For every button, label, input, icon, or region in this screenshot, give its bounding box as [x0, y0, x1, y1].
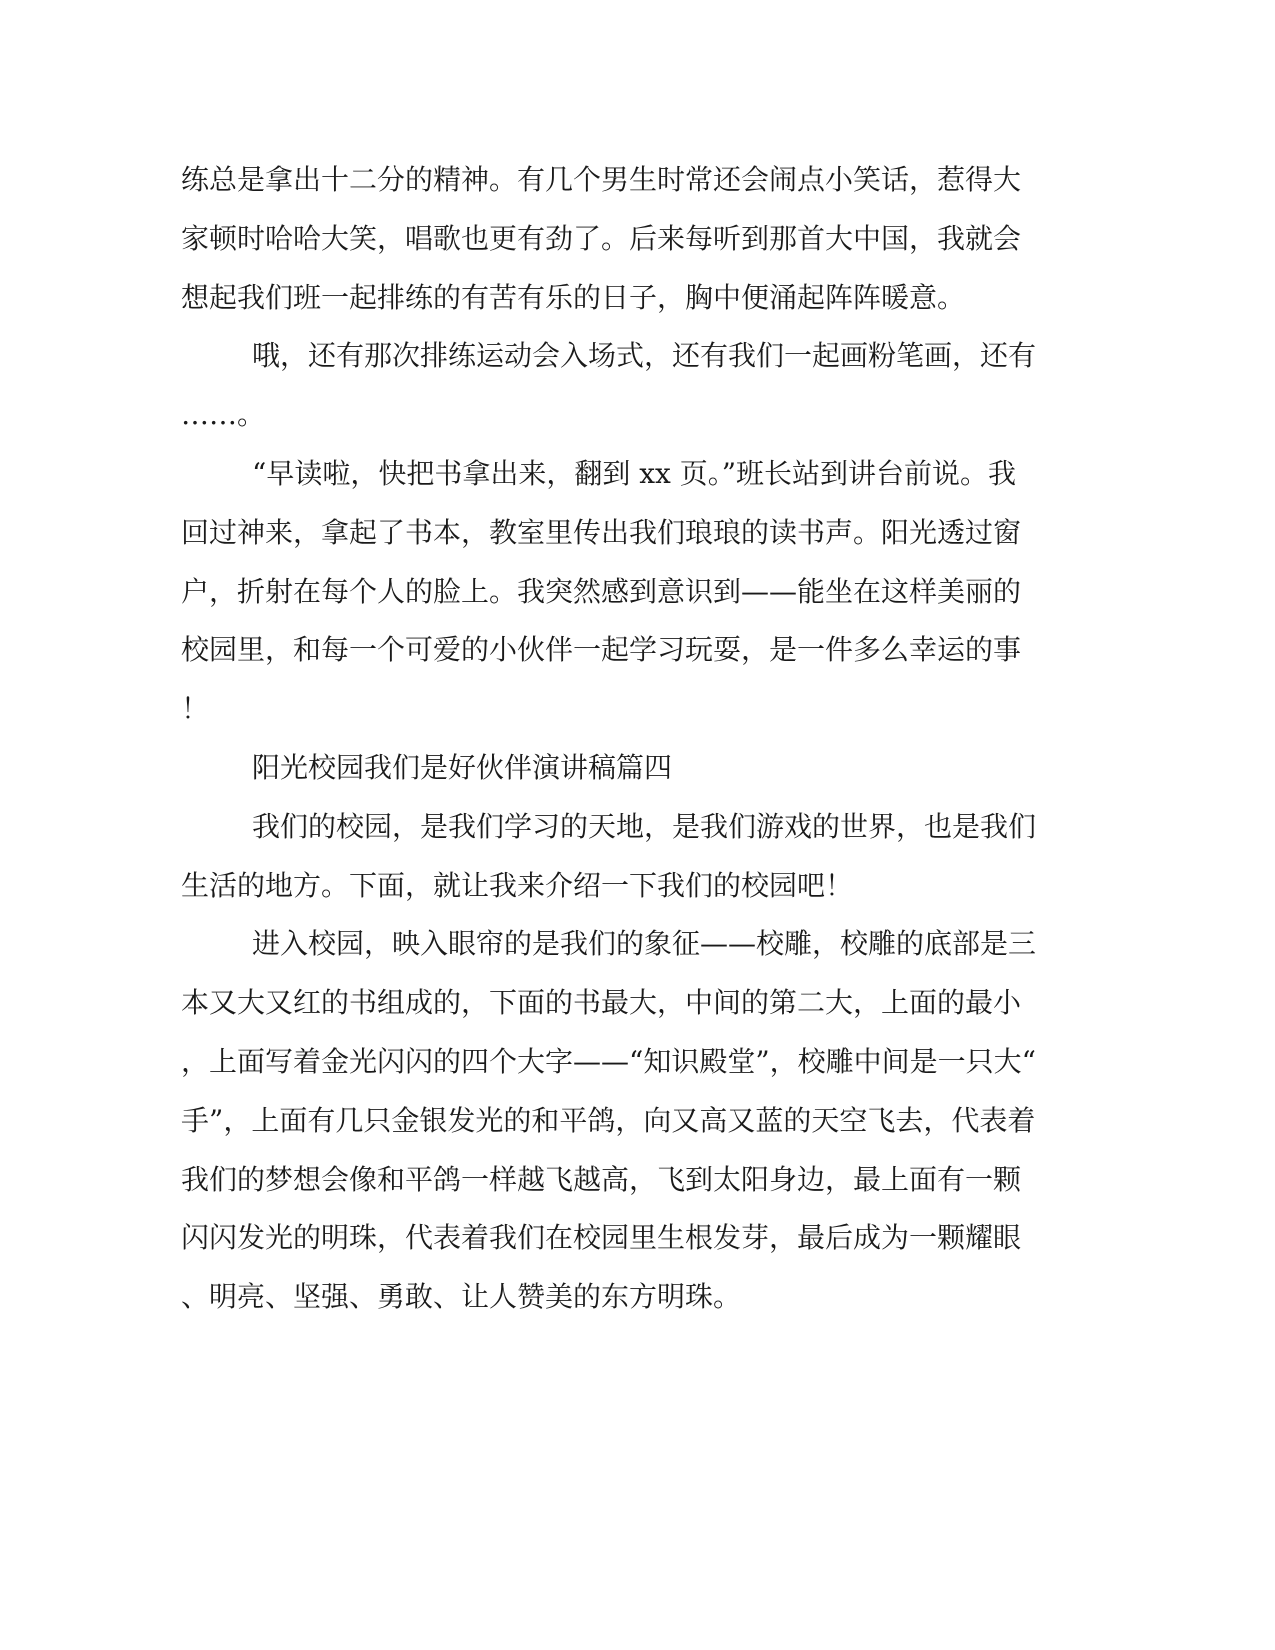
text-line: 进入校园，映入眼帘的是我们的象征——校雕，校雕的底部是三 [252, 927, 1037, 961]
text-line: 闪闪发光的明珠，代表着我们在校园里生根发芽，最后成为一颗耀眼 [181, 1221, 1022, 1255]
text-line: 哦，还有那次排练运动会入场式，还有我们一起画粉笔画，还有 [252, 339, 1037, 373]
text-line: ！ [181, 692, 210, 726]
text-line: 家顿时哈哈大笑，唱歌也更有劲了。后来每听到那首大中国，我就会 [181, 221, 1022, 255]
text-line: 、明亮、坚强、勇敢、让人赞美的东方明珠。 [181, 1280, 742, 1314]
text-line: 回过神来，拿起了书本，教室里传出我们琅琅的读书声。阳光透过窗 [181, 515, 1022, 549]
text-line: 手”，上面有几只金银发光的和平鸽，向又高又蓝的天空飞去，代表着 [181, 1103, 1036, 1137]
text-line: 本又大又红的书组成的，下面的书最大，中间的第二大，上面的最小 [181, 986, 1022, 1020]
text-line: ……。 [181, 398, 266, 432]
document-body [181, 151, 1061, 1327]
text-line: 我们的梦想会像和平鸽一样越飞越高，飞到太阳身边，最上面有一颗 [181, 1162, 1022, 1196]
text-line: 练总是拿出十二分的精神。有几个男生时常还会闹点小笑话，惹得大 [181, 163, 1022, 196]
text-line: 生活的地方。下面，就让我来介绍一下我们的校园吧！ [181, 868, 854, 902]
text-line: 户，折射在每个人的脸上。我突然感到意识到——能坐在这样美丽的 [181, 574, 1022, 608]
section-heading: 阳光校园我们是好伙伴演讲稿篇四 [252, 750, 673, 784]
text-line: “早读啦，快把书拿出来，翻到 xx 页。”班长站到讲台前说。我 [252, 456, 1017, 490]
text-line: 我们的校园，是我们学习的天地，是我们游戏的世界，也是我们 [252, 809, 1037, 843]
text-line: ，上面写着金光闪闪的四个大字——“知识殿堂”，校雕中间是一只大“ [181, 1044, 1036, 1078]
text-line: 校园里，和每一个可爱的小伙伴一起学习玩耍，是一件多么幸运的事 [181, 633, 1022, 667]
text-line: 想起我们班一起排练的有苦有乐的日子，胸中便涌起阵阵暖意。 [181, 280, 966, 314]
